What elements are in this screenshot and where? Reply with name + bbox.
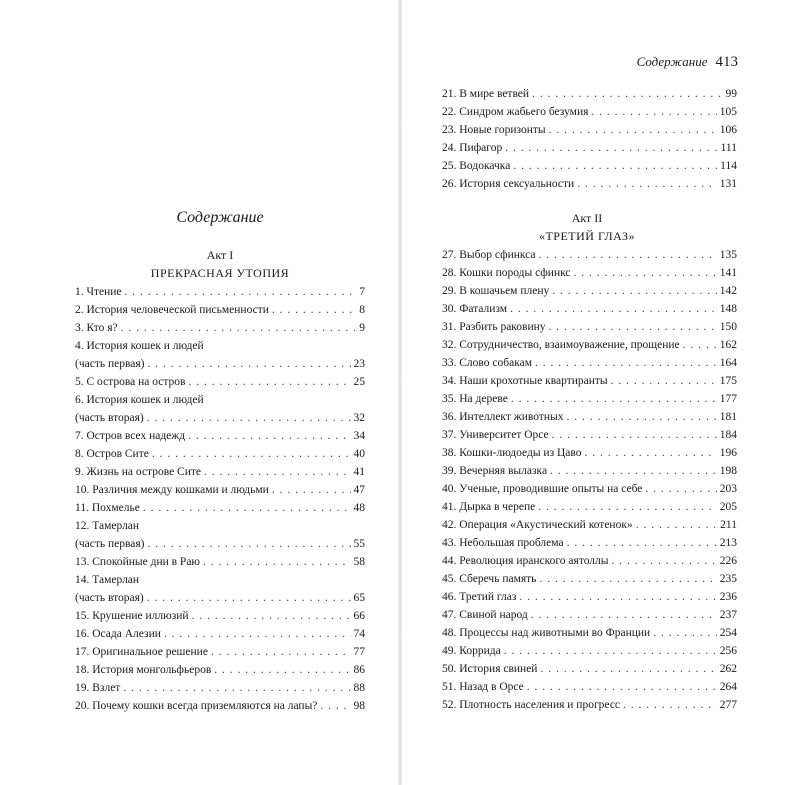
toc-entry bbox=[442, 426, 737, 444]
toc-title: Содержание bbox=[176, 209, 264, 226]
toc-entry bbox=[442, 85, 737, 103]
toc-entry bbox=[442, 372, 737, 390]
toc-entry-title: 37. Университет Орсе bbox=[442, 429, 549, 441]
toc-entry-title: 25. Водокачка bbox=[442, 160, 511, 172]
toc-entry bbox=[75, 607, 365, 625]
toc-leader-dots bbox=[683, 336, 717, 354]
toc-leader-dots bbox=[585, 444, 717, 462]
toc-entry bbox=[75, 409, 365, 427]
toc-leader-dots bbox=[535, 354, 717, 372]
toc-leader-dots bbox=[147, 409, 351, 427]
toc-entry-page: 32 bbox=[353, 412, 365, 424]
toc-entry-title: 41. Дырка в черепе bbox=[442, 501, 536, 513]
toc-entry-title: 21. В мире ветвей bbox=[442, 88, 530, 100]
toc-entry-page: 99 bbox=[725, 88, 737, 100]
toc-entry bbox=[75, 391, 365, 409]
toc-entry bbox=[442, 660, 737, 678]
toc-entry-title: (часть первая) bbox=[75, 538, 145, 550]
toc-entry-page: 254 bbox=[719, 627, 737, 639]
toc-leader-dots bbox=[549, 318, 717, 336]
toc-entry bbox=[75, 283, 365, 301]
toc-list-act1-cont bbox=[442, 85, 737, 193]
toc-leader-dots bbox=[510, 300, 717, 318]
toc-list-act2 bbox=[442, 246, 737, 714]
toc-leader-dots bbox=[539, 570, 716, 588]
toc-entry-title: 4. История кошек и людей bbox=[75, 340, 204, 352]
toc-leader-dots bbox=[552, 282, 717, 300]
toc-leader-dots bbox=[549, 121, 717, 139]
toc-leader-dots bbox=[612, 552, 717, 570]
toc-entry-title: 46. Третий глаз bbox=[442, 591, 517, 603]
toc-entry-title: 36. Интеллект животных bbox=[442, 411, 564, 423]
toc-entry-title: 9. Жизнь на острове Сите bbox=[75, 466, 202, 478]
toc-entry-page: 148 bbox=[719, 303, 737, 315]
toc-leader-dots bbox=[203, 553, 350, 571]
toc-entry bbox=[442, 516, 737, 534]
toc-entry bbox=[75, 553, 365, 571]
toc-entry bbox=[75, 661, 365, 679]
toc-leader-dots bbox=[519, 588, 716, 606]
toc-entry-page: 111 bbox=[720, 142, 737, 154]
toc-entry-title: 40. Ученые, проводившие опыты на себе bbox=[442, 483, 643, 495]
toc-entry-page: 181 bbox=[719, 411, 737, 423]
toc-entry-page: 256 bbox=[719, 645, 737, 657]
toc-entry-page: 9 bbox=[359, 322, 365, 334]
toc-entry-title: 43. Небольшая проблема bbox=[442, 537, 564, 549]
toc-entry bbox=[442, 642, 737, 660]
toc-entry-title: 42. Операция «Акустический котенок» bbox=[442, 519, 633, 531]
toc-leader-dots bbox=[513, 157, 717, 175]
toc-entry bbox=[75, 427, 365, 445]
toc-entry-title: 31. Разбить раковину bbox=[442, 321, 546, 333]
toc-entry-title: 48. Процессы над животными во Франции bbox=[442, 627, 651, 639]
toc-leader-dots bbox=[192, 607, 351, 625]
toc-entry-title: 20. Почему кошки всегда приземляются на лапы? bbox=[75, 700, 318, 712]
toc-entry-page: 48 bbox=[353, 502, 365, 514]
toc-entry-page: 162 bbox=[719, 339, 737, 351]
toc-entry-page: 226 bbox=[719, 555, 737, 567]
toc-entry-title: 51. Назад в Орсе bbox=[442, 681, 524, 693]
toc-entry-page: 47 bbox=[353, 484, 365, 496]
running-head bbox=[637, 54, 738, 71]
toc-leader-dots bbox=[532, 85, 722, 103]
toc-entry bbox=[75, 319, 365, 337]
toc-entry-page: 106 bbox=[719, 124, 737, 136]
toc-entry-title: 17. Оригинальное решение bbox=[75, 646, 208, 658]
toc-entry bbox=[75, 571, 365, 589]
toc-entry bbox=[442, 246, 737, 264]
toc-entry bbox=[442, 588, 737, 606]
toc-leader-dots bbox=[591, 103, 716, 121]
toc-entry-page: 74 bbox=[353, 628, 365, 640]
toc-leader-dots bbox=[188, 427, 350, 445]
toc-entry-title: 38. Кошки-людоеды из Цаво bbox=[442, 447, 582, 459]
toc-entry-title: 28. Кошки породы сфинкс bbox=[442, 267, 571, 279]
toc-leader-dots bbox=[504, 642, 717, 660]
toc-entry bbox=[75, 463, 365, 481]
toc-entry-page: 131 bbox=[719, 178, 737, 190]
toc-leader-dots bbox=[577, 175, 717, 193]
toc-entry-page: 177 bbox=[719, 393, 737, 405]
toc-entry-title: 35. На дереве bbox=[442, 393, 508, 405]
toc-entry-page: 77 bbox=[353, 646, 365, 658]
toc-entry bbox=[75, 517, 365, 535]
toc-entry-page: 40 bbox=[353, 448, 365, 460]
toc-entry-page: 203 bbox=[719, 483, 737, 495]
toc-leader-dots bbox=[531, 606, 717, 624]
toc-leader-dots bbox=[645, 480, 716, 498]
toc-entry-title: 49. Коррида bbox=[442, 645, 501, 657]
toc-entry-page: 135 bbox=[719, 249, 737, 261]
toc-leader-dots bbox=[152, 445, 351, 463]
toc-leader-dots bbox=[623, 696, 717, 714]
toc-entry-page: 66 bbox=[353, 610, 365, 622]
toc-entry-title: 32. Сотрудничество, взаимоуважение, прощение bbox=[442, 339, 680, 351]
toc-entry-title: 2. История человеческой письменности bbox=[75, 304, 269, 316]
toc-entry-title: 33. Слово собакам bbox=[442, 357, 532, 369]
toc-leader-dots bbox=[147, 589, 351, 607]
toc-entry bbox=[75, 643, 365, 661]
toc-entry-page: 34 bbox=[353, 430, 365, 442]
toc-entry bbox=[442, 498, 737, 516]
toc-entry-title: 45. Сберечь память bbox=[442, 573, 537, 585]
toc-entry bbox=[442, 462, 737, 480]
toc-entry-page: 7 bbox=[359, 286, 365, 298]
toc-entry-title: 18. История монгольфьеров bbox=[75, 664, 212, 676]
toc-entry-page: 86 bbox=[353, 664, 365, 676]
toc-entry-title: 52. Плотность населения и прогресс bbox=[442, 699, 621, 711]
toc-leader-dots bbox=[143, 499, 351, 517]
toc-entry-page: 213 bbox=[719, 537, 737, 549]
toc-entry bbox=[75, 625, 365, 643]
toc-leader-dots bbox=[147, 355, 350, 373]
toc-entry-title: 22. Синдром жабьего безумия bbox=[442, 106, 589, 118]
toc-entry-page: 98 bbox=[353, 700, 365, 712]
toc-entry-title: 39. Вечерняя вылазка bbox=[442, 465, 548, 477]
toc-entry bbox=[442, 318, 737, 336]
toc-entry bbox=[442, 264, 737, 282]
toc-entry-title: (часть вторая) bbox=[75, 412, 144, 424]
toc-entry bbox=[442, 552, 737, 570]
toc-entry-title: 19. Взлет bbox=[75, 682, 121, 694]
act1-name: ПРЕКРАСНАЯ УТОПИЯ bbox=[150, 266, 290, 280]
toc-entry-title: 11. Похмелье bbox=[75, 502, 140, 514]
act1-label: Акт I bbox=[206, 248, 234, 262]
toc-entry-title: 6. История кошек и людей bbox=[75, 394, 204, 406]
toc-entry bbox=[75, 697, 365, 715]
page-number: 413 bbox=[715, 54, 738, 70]
toc-entry bbox=[442, 175, 737, 193]
toc-leader-dots bbox=[204, 463, 350, 481]
toc-entry-title: (часть вторая) bbox=[75, 592, 144, 604]
toc-entry bbox=[442, 157, 737, 175]
toc-entry bbox=[442, 678, 737, 696]
toc-entry bbox=[442, 444, 737, 462]
toc-entry-page: 55 bbox=[353, 538, 365, 550]
toc-entry bbox=[442, 336, 737, 354]
toc-entry-title: 5. С острова на остров bbox=[75, 376, 186, 388]
toc-leader-dots bbox=[164, 625, 351, 643]
act2-label: Акт II bbox=[571, 211, 603, 225]
toc-entry bbox=[442, 696, 737, 714]
toc-entry-page: 184 bbox=[719, 429, 737, 441]
toc-list-act1 bbox=[75, 283, 365, 715]
running-head-title: Содержание bbox=[636, 54, 708, 69]
toc-entry-title: 23. Новые горизонты bbox=[442, 124, 546, 136]
toc-entry bbox=[75, 481, 365, 499]
toc-leader-dots bbox=[550, 462, 717, 480]
toc-entry-page: 205 bbox=[719, 501, 737, 513]
toc-leader-dots bbox=[511, 390, 717, 408]
toc-entry-page: 8 bbox=[359, 304, 365, 316]
toc-entry-page: 142 bbox=[719, 285, 737, 297]
toc-leader-dots bbox=[566, 408, 716, 426]
toc-entry bbox=[442, 300, 737, 318]
toc-entry-title: (часть первая) bbox=[75, 358, 145, 370]
toc-entry-page: 23 bbox=[353, 358, 365, 370]
toc-entry-page: 277 bbox=[719, 699, 737, 711]
toc-entry bbox=[442, 354, 737, 372]
toc-leader-dots bbox=[611, 372, 717, 390]
toc-entry bbox=[442, 282, 737, 300]
toc-leader-dots bbox=[527, 678, 717, 696]
toc-entry bbox=[442, 390, 737, 408]
right-page bbox=[400, 0, 800, 785]
toc-entry bbox=[442, 534, 737, 552]
act2-name: «ТРЕТИЙ ГЛАЗ» bbox=[538, 229, 636, 243]
toc-entry-title: 50. История свиней bbox=[442, 663, 538, 675]
toc-leader-dots bbox=[125, 283, 357, 301]
toc-leader-dots bbox=[539, 246, 717, 264]
toc-leader-dots bbox=[147, 535, 350, 553]
toc-entry-page: 114 bbox=[720, 160, 737, 172]
toc-entry-title: 30. Фатализм bbox=[442, 303, 508, 315]
toc-entry bbox=[442, 624, 737, 642]
toc-entry-page: 58 bbox=[353, 556, 365, 568]
toc-leader-dots bbox=[574, 264, 717, 282]
toc-leader-dots bbox=[211, 643, 351, 661]
toc-entry-page: 264 bbox=[719, 681, 737, 693]
toc-entry bbox=[75, 445, 365, 463]
toc-entry-title: 14. Тамерлан bbox=[75, 574, 140, 586]
toc-entry bbox=[75, 301, 365, 319]
toc-entry bbox=[75, 373, 365, 391]
toc-entry-title: 47. Свиной народ bbox=[442, 609, 528, 621]
toc-leader-dots bbox=[636, 516, 717, 534]
toc-leader-dots bbox=[540, 660, 716, 678]
toc-entry bbox=[75, 535, 365, 553]
toc-leader-dots bbox=[505, 139, 717, 157]
toc-leader-dots bbox=[272, 481, 351, 499]
toc-entry bbox=[75, 337, 365, 355]
toc-leader-dots bbox=[320, 697, 350, 715]
toc-leader-dots bbox=[567, 534, 717, 552]
toc-entry-page: 262 bbox=[719, 663, 737, 675]
toc-entry bbox=[442, 408, 737, 426]
toc-entry-title: 24. Пифагор bbox=[442, 142, 503, 154]
toc-entry-title: 29. В кошачьем плену bbox=[442, 285, 550, 297]
toc-entry bbox=[442, 103, 737, 121]
toc-entry bbox=[442, 121, 737, 139]
toc-entry bbox=[442, 480, 737, 498]
toc-entry bbox=[442, 570, 737, 588]
toc-entry-title: 3. Кто я? bbox=[75, 322, 118, 334]
toc-entry-page: 237 bbox=[719, 609, 737, 621]
toc-entry-title: 16. Осада Алезии bbox=[75, 628, 161, 640]
toc-entry-page: 88 bbox=[353, 682, 365, 694]
toc-entry-page: 236 bbox=[719, 591, 737, 603]
toc-entry-page: 105 bbox=[719, 106, 737, 118]
toc-entry bbox=[75, 499, 365, 517]
toc-entry bbox=[75, 589, 365, 607]
toc-entry-page: 175 bbox=[719, 375, 737, 387]
toc-entry-title: 27. Выбор сфинкса bbox=[442, 249, 536, 261]
toc-leader-dots bbox=[188, 373, 350, 391]
toc-entry-page: 65 bbox=[353, 592, 365, 604]
toc-entry-title: 7. Остров всех надежд bbox=[75, 430, 186, 442]
toc-entry-page: 25 bbox=[353, 376, 365, 388]
toc-leader-dots bbox=[653, 624, 717, 642]
toc-entry-title: 1. Чтение bbox=[75, 286, 122, 298]
toc-entry bbox=[75, 679, 365, 697]
toc-entry-page: 196 bbox=[719, 447, 737, 459]
toc-entry-title: 8. Остров Сите bbox=[75, 448, 149, 460]
toc-entry-page: 41 bbox=[353, 466, 365, 478]
toc-leader-dots bbox=[121, 319, 357, 337]
toc-entry-page: 198 bbox=[719, 465, 737, 477]
toc-leader-dots bbox=[538, 498, 716, 516]
toc-entry-page: 164 bbox=[719, 357, 737, 369]
toc-entry bbox=[442, 139, 737, 157]
toc-entry-title: 10. Различия между кошками и людьми bbox=[75, 484, 269, 496]
toc-entry-title: 34. Наши крохотные квартиранты bbox=[442, 375, 608, 387]
toc-entry-page: 141 bbox=[719, 267, 737, 279]
toc-leader-dots bbox=[214, 661, 350, 679]
toc-leader-dots bbox=[272, 301, 356, 319]
toc-entry-page: 235 bbox=[719, 573, 737, 585]
toc-entry-title: 26. История сексуальности bbox=[442, 178, 575, 190]
toc-entry-title: 44. Революция иранского аятоллы bbox=[442, 555, 609, 567]
toc-entry-title: 15. Крушение иллюзий bbox=[75, 610, 189, 622]
toc-entry bbox=[75, 355, 365, 373]
toc-leader-dots bbox=[123, 679, 350, 697]
toc-entry bbox=[442, 606, 737, 624]
toc-leader-dots bbox=[552, 426, 717, 444]
toc-entry-page: 150 bbox=[719, 321, 737, 333]
toc-entry-page: 211 bbox=[720, 519, 737, 531]
toc-entry-title: 12. Тамерлан bbox=[75, 520, 140, 532]
toc-entry-title: 13. Спокойные дни в Раю bbox=[75, 556, 201, 568]
